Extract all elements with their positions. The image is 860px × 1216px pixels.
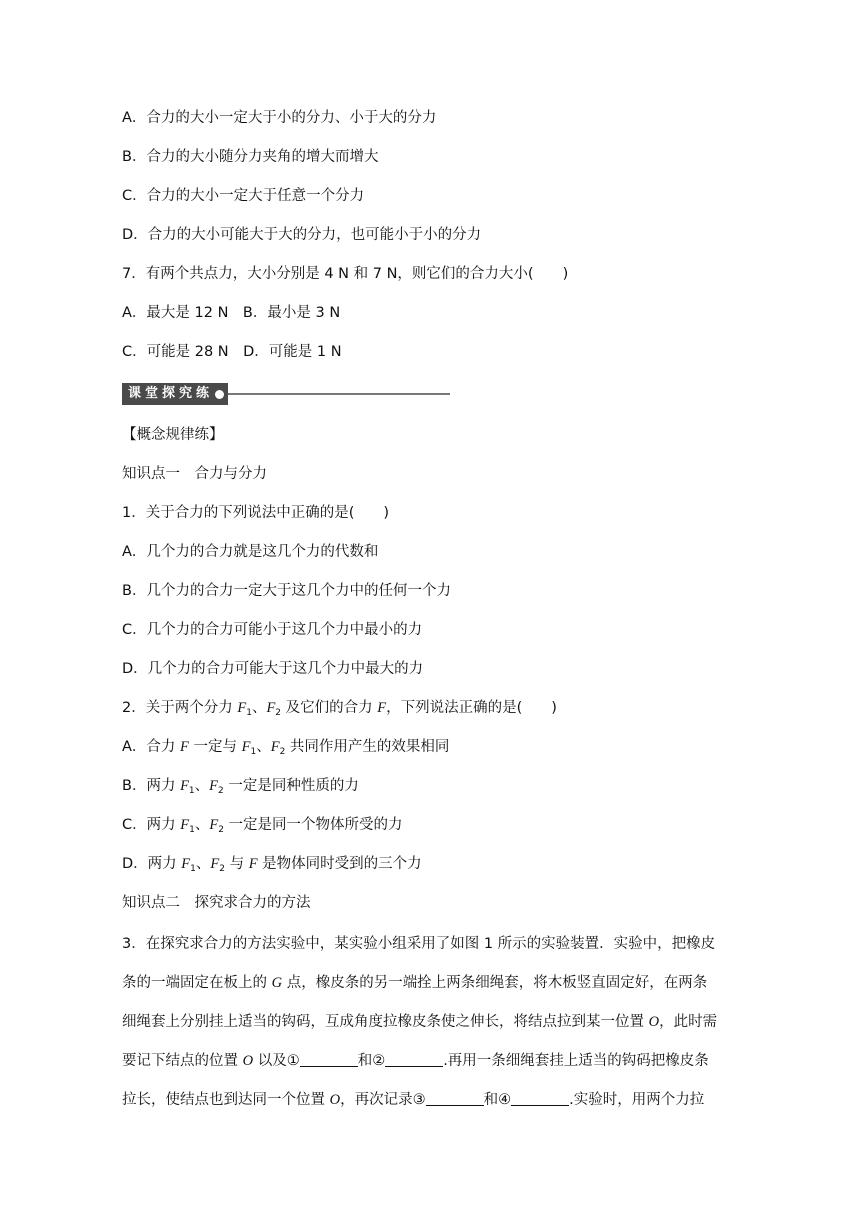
q7-options-cd: C．可能是 28 N D．可能是 1 N xyxy=(122,344,342,360)
answer-blank-1[interactable] xyxy=(300,1052,358,1067)
q2-option-c xyxy=(122,814,403,841)
text: ，再次记录③ xyxy=(340,1092,426,1108)
var-f: F xyxy=(180,739,189,755)
q2-stem xyxy=(122,697,557,724)
q3-line-3 xyxy=(122,1011,717,1033)
q3-line-4 xyxy=(122,1050,709,1072)
var-f: F xyxy=(180,817,190,833)
q1-option-b: B．几个力的合力一定大于这几个力中的任何一个力 xyxy=(122,583,451,599)
text: 、 xyxy=(194,817,210,833)
q3-line-2 xyxy=(122,972,707,994)
var-o: O xyxy=(329,1092,341,1108)
var-o: O xyxy=(648,1014,660,1030)
subscript: 1 xyxy=(250,747,257,757)
text: 是物体同时受到的三个力 xyxy=(257,856,422,872)
answer-blank-3[interactable] xyxy=(426,1091,484,1106)
q7-options-ab: A．最大是 12 N B．最小是 3 N xyxy=(122,305,341,321)
text: 要记下结点的位置 xyxy=(122,1053,243,1069)
var-f: F xyxy=(248,856,258,872)
text: 、 xyxy=(195,856,211,872)
subscript: 1 xyxy=(189,825,195,835)
q2-option-d xyxy=(122,853,422,880)
text: 一定是同种性质的力 xyxy=(223,778,359,794)
var-f: F xyxy=(241,739,251,755)
section-heading: 【概念规律练】 xyxy=(122,427,224,443)
text: 和② xyxy=(357,1053,386,1069)
subscript: 2 xyxy=(218,786,224,796)
banner-rule xyxy=(228,393,450,395)
text: .实验时，用两个力拉 xyxy=(569,1092,705,1108)
text: 、 xyxy=(256,739,271,755)
text: 和④ xyxy=(483,1092,512,1108)
subscript: 2 xyxy=(218,825,224,835)
q3-line-1: 3．在探究求合力的方法实验中，某实验小组采用了如图 1 所示的实验装置．实验中，把橡皮 xyxy=(122,936,716,952)
q1-stem: 1．关于合力的下列说法中正确的是( ) xyxy=(122,505,390,521)
text: .再用一条细绳套挂上适当的钩码把橡皮条 xyxy=(443,1053,709,1069)
prev-option-d: D．合力的大小可能大于大的分力，也可能小于小的分力 xyxy=(122,227,482,243)
banner-label-box xyxy=(122,383,228,405)
var-f: F xyxy=(237,700,247,716)
subscript: 2 xyxy=(219,864,225,874)
q3-line-5 xyxy=(122,1089,704,1111)
text: 拉长，使结点也到达同一个位置 xyxy=(122,1092,330,1108)
q7-stem: 7．有两个共点力，大小分别是 4 N 和 7 N，则它们的合力大小( ) xyxy=(122,266,569,282)
subscript: 2 xyxy=(275,708,282,718)
subscript: 1 xyxy=(246,708,252,718)
q1-option-c: C．几个力的合力可能小于这几个力中最小的力 xyxy=(122,622,423,638)
text: B．两力 xyxy=(122,778,181,794)
prev-option-b: B．合力的大小随分力夹角的增大而增大 xyxy=(122,149,379,165)
var-f: F xyxy=(181,856,191,872)
answer-blank-4[interactable] xyxy=(511,1091,569,1106)
text: C．两力 xyxy=(122,817,181,833)
text: ，此时需 xyxy=(659,1014,718,1030)
text: 点，橡皮条的另一端拴上两条细绳套，将木板竖直固定好，在两条 xyxy=(282,975,708,991)
var-o: O xyxy=(242,1053,254,1069)
var-f: F xyxy=(209,817,219,833)
prev-option-a: A．合力的大小一定大于小的分力、小于大的分力 xyxy=(122,110,437,126)
text: 以及① xyxy=(253,1053,300,1069)
var-f: F xyxy=(209,778,219,794)
text: 、 xyxy=(194,778,210,794)
var-f: F xyxy=(266,700,276,716)
subscript: 1 xyxy=(188,786,195,796)
subscript: 2 xyxy=(279,747,286,757)
q2-option-b xyxy=(122,775,359,802)
q1-option-a: A．几个力的合力就是这几个力的代数和 xyxy=(122,544,379,560)
text: 、 xyxy=(251,700,267,716)
text: A．合力 xyxy=(122,739,181,755)
answer-blank-2[interactable] xyxy=(385,1052,443,1067)
var-g: G xyxy=(271,975,283,991)
var-f: F xyxy=(377,700,387,716)
text: 2．关于两个分力 xyxy=(122,700,238,716)
var-f: F xyxy=(270,739,280,755)
text: D．两力 xyxy=(122,856,182,872)
bullet-icon xyxy=(215,390,224,399)
subscript: 1 xyxy=(190,864,196,874)
text: 共同作用产生的效果相同 xyxy=(285,739,450,755)
prev-option-c: C．合力的大小一定大于任意一个分力 xyxy=(122,188,365,204)
text: 与 xyxy=(224,856,249,872)
knowledge-point-1: 知识点一 合力与分力 xyxy=(122,466,267,482)
knowledge-point-2: 知识点二 探究求合力的方法 xyxy=(122,895,311,911)
q2-option-a xyxy=(122,736,449,763)
text: 一定是同一个物体所受的力 xyxy=(223,817,403,833)
text: ，下列说法正确的是( ) xyxy=(386,700,557,716)
var-f: F xyxy=(180,778,189,794)
text: 条的一端固定在板上的 xyxy=(122,975,272,991)
q1-option-d: D．几个力的合力可能大于这几个力中最大的力 xyxy=(122,661,424,677)
text: 及它们的合力 xyxy=(281,700,378,716)
section-banner xyxy=(122,383,450,405)
var-f: F xyxy=(210,856,220,872)
banner-label: 课堂探究练 xyxy=(128,386,214,401)
text: 细绳套上分别挂上适当的钩码，互成角度拉橡皮条使之伸长，将结点拉到某一位置 xyxy=(122,1014,649,1030)
text: 一定与 xyxy=(188,739,242,755)
